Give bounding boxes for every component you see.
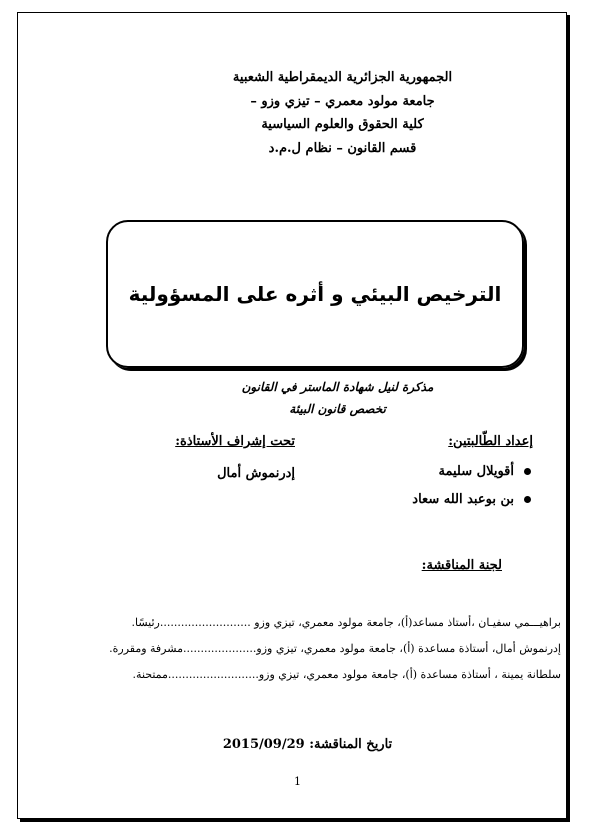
student-name: أقويلال سليمة: [438, 464, 514, 479]
header-line-1: الجمهورية الجزائرية الديمقراطية الشعبية: [232, 70, 453, 85]
header-line-2: جامعة مولود معمري – تيزي وزو –: [250, 93, 435, 109]
date-value: 2015/09/29: [222, 737, 305, 752]
students-list: [412, 464, 531, 520]
list-item: [412, 492, 531, 507]
defense-date: [0, 737, 595, 752]
header-line-4: قسم القانون – نظام ل.م.د: [268, 140, 417, 156]
header-line-3: كلية الحقوق والعلوم السياسية: [261, 117, 424, 132]
preparation-label: إعداد الطّالبتين:: [448, 434, 533, 449]
institution-header: [0, 66, 595, 160]
bullet-icon: [524, 496, 531, 503]
memo-line-1: مذكرة لنيل شهادة الماستر في القانون: [241, 380, 434, 394]
title-box: [106, 220, 524, 368]
student-name: بن بوعبد الله سعاد: [412, 492, 514, 507]
bullet-icon: [524, 468, 531, 475]
supervision-label: تحت إشراف الأستاذة:: [175, 434, 295, 449]
page-number: 1: [294, 775, 301, 788]
date-label: تاريخ المناقشة:: [309, 737, 393, 752]
list-item: [412, 464, 531, 479]
committee-member: إدرنموش أمال، أستاذة مساعدة (أ)، جامعة مولود معمري، تيزي وزو.....................مشرفة ومقررة.: [109, 642, 561, 655]
thesis-title: الترخيص البيئي و أثره على المسؤولية: [128, 282, 502, 306]
supervisor-name: إدرنموش أمال: [217, 466, 295, 481]
memo-line-2: تخصص قانون البيئة: [289, 402, 386, 416]
committee-member: سلطانة يمينة ، أستاذة مساعدة (أ)، جامعة مولود معمري، تيزي وزو..........................ممتحنة.: [132, 668, 561, 681]
memo-description: [0, 376, 595, 420]
committee-member: براهيـــمي سفيـان ،أستاذ مساعد(أ)، جامعة مولود معمري، تيزي وزو ..........................رئيسًا.: [131, 616, 561, 629]
committee-members: [31, 610, 561, 688]
committee-label: لجنة المناقشة:: [421, 558, 502, 573]
